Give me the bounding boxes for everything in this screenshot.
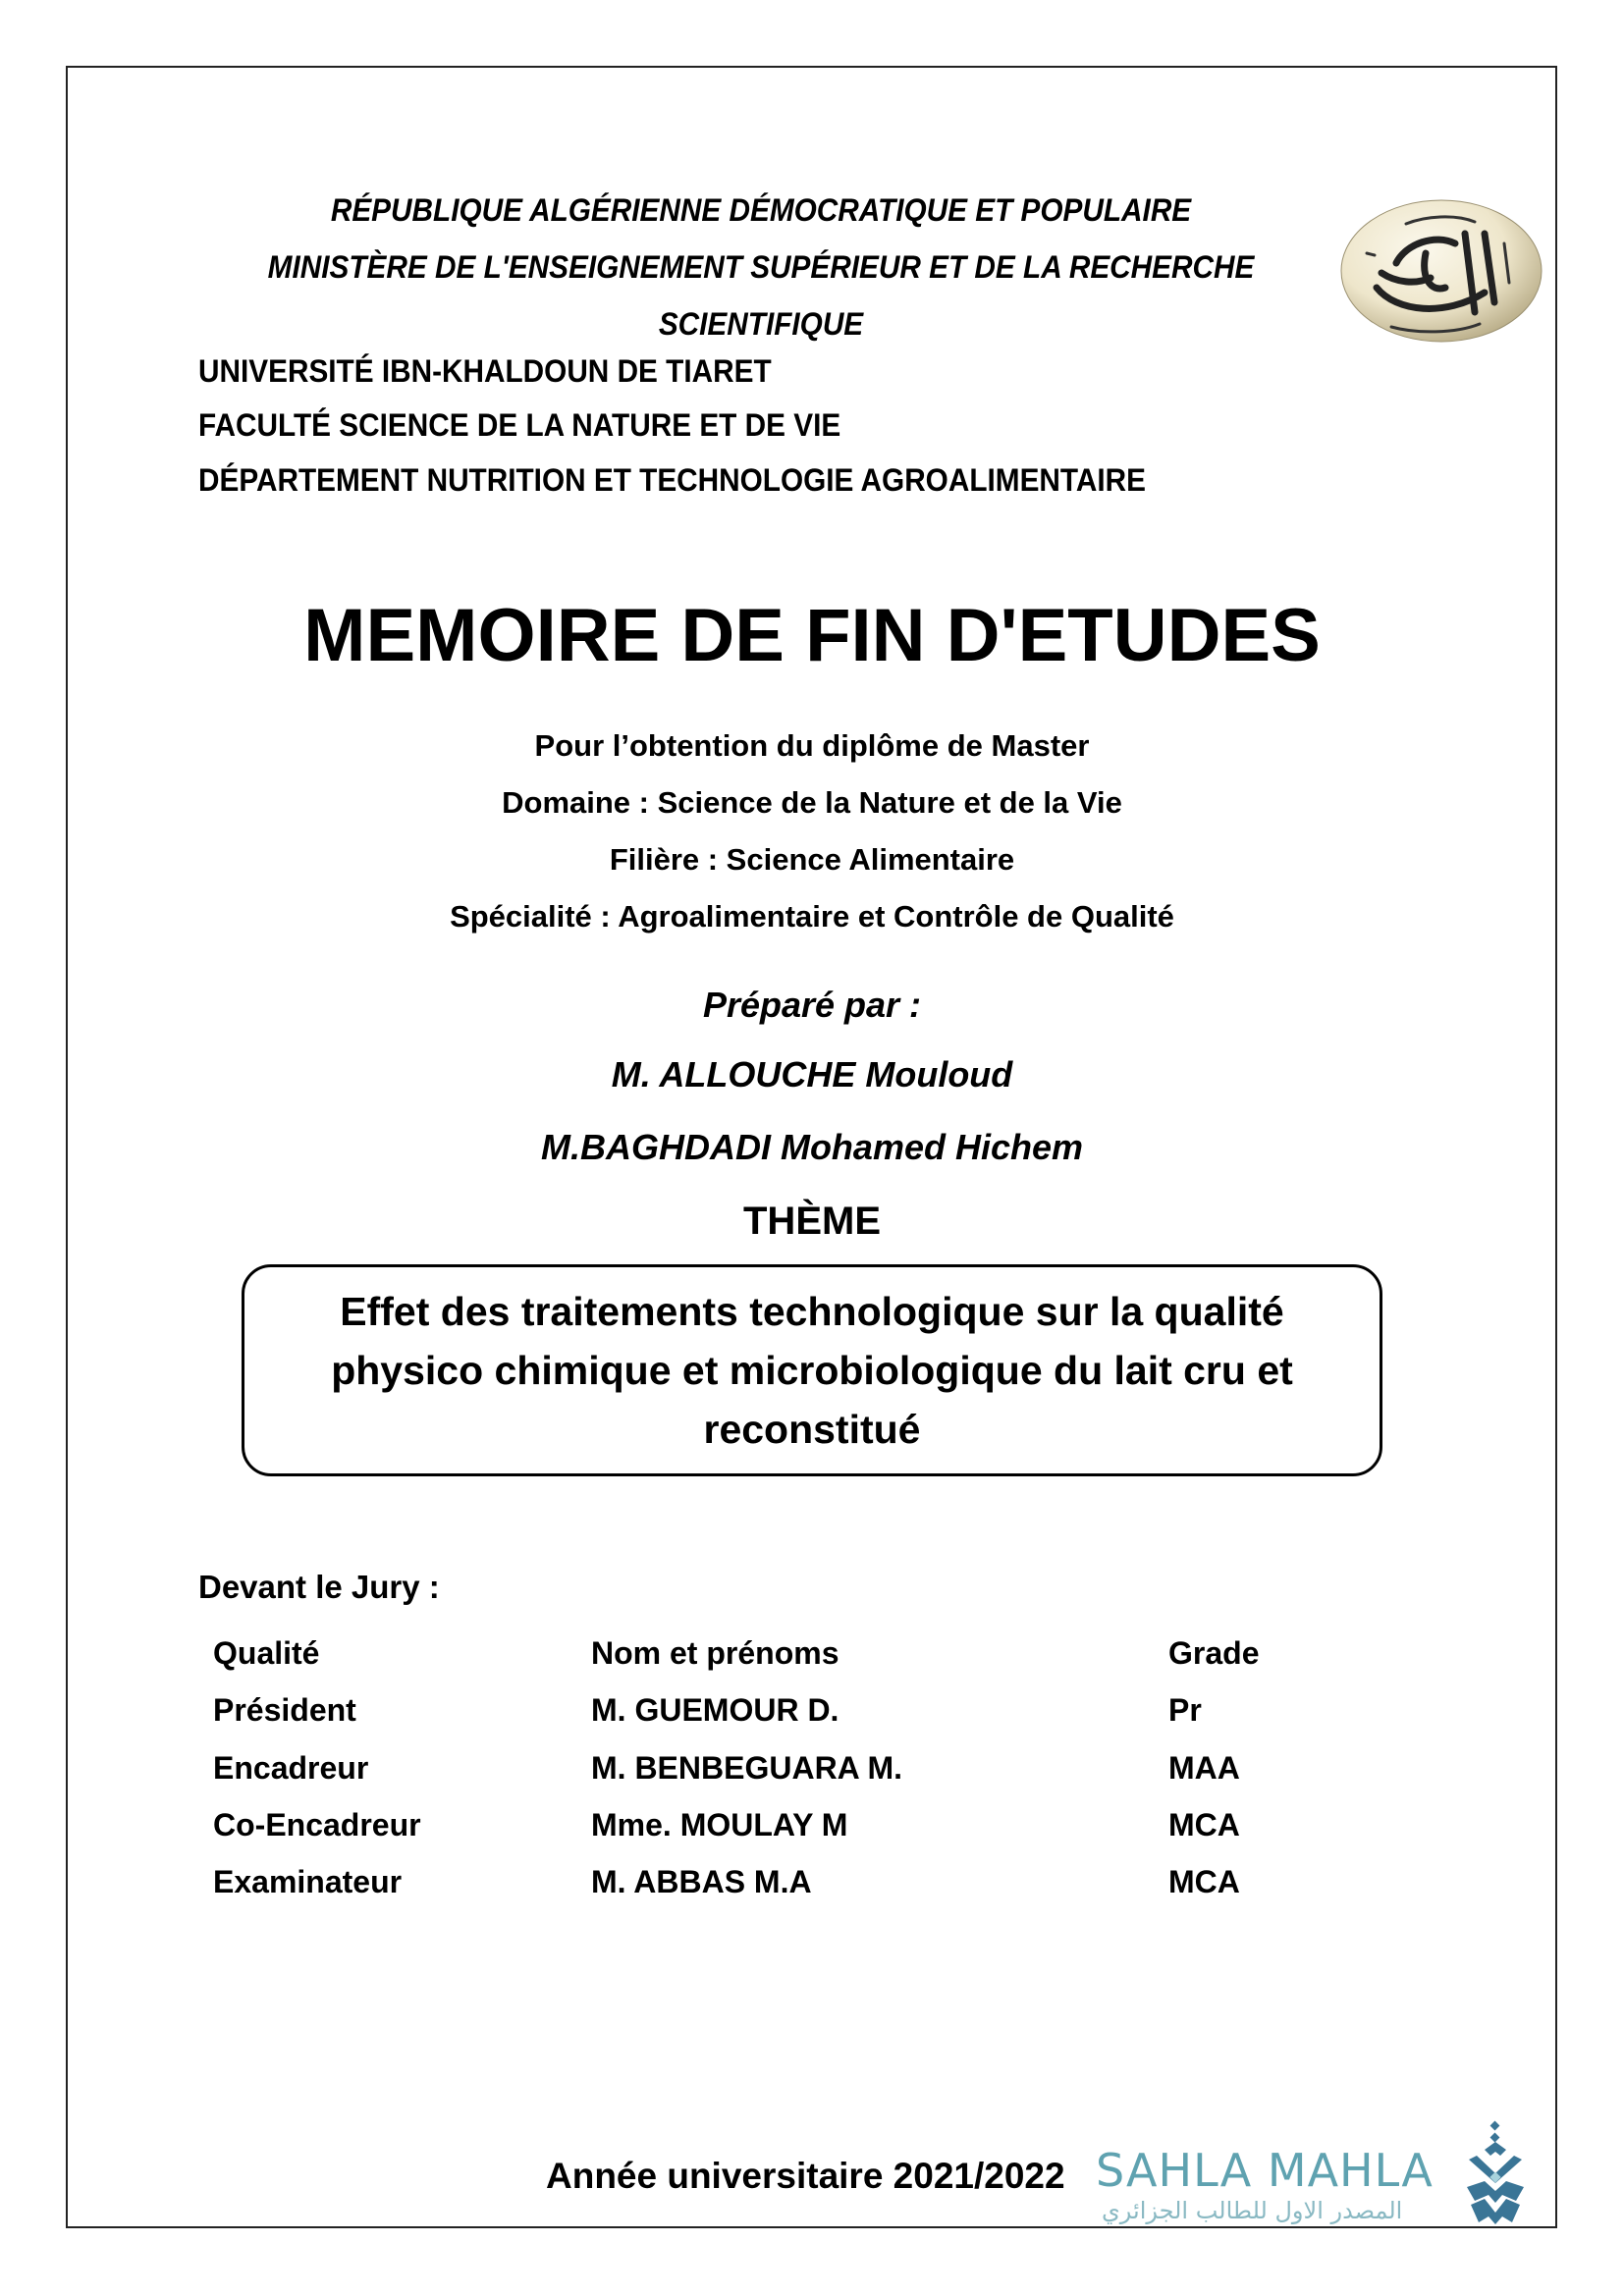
domain-line: Domaine : Science de la Nature et de la Vie — [502, 785, 1122, 820]
filiere-line: Filière : Science Alimentaire — [609, 842, 1015, 877]
jury-row-name: M. BENBEGUARA M. — [591, 1750, 903, 1786]
sahla-mahla-logo-icon — [1463, 2120, 1528, 2226]
university-calligraphy-seal-icon — [1337, 194, 1545, 347]
jury-row-grade: Pr — [1168, 1692, 1202, 1728]
theme-title-line1: Effet des traitements technologique sur la qualité — [340, 1289, 1284, 1334]
jury-header-nom: Nom et prénoms — [591, 1635, 839, 1671]
document-title: MEMOIRE DE FIN D'ETUDES — [303, 594, 1321, 677]
specialty-line: Spécialité : Agroalimentaire et Contrôle de Qualité — [450, 899, 1174, 934]
jury-row-name: Mme. MOULAY M — [591, 1807, 848, 1842]
jury-row-role: Co-Encadreur — [213, 1807, 421, 1842]
academic-year: Année universitaire 2021/2022 — [546, 2156, 1065, 2196]
jury-row-grade: MCA — [1168, 1864, 1240, 1899]
prepared-by-label: Préparé par : — [702, 985, 922, 1025]
author-2: M.BAGHDADI Mohamed Hichem — [540, 1127, 1084, 1167]
theme-title-line2: physico chimique et microbiologique du lait cru et — [331, 1348, 1293, 1393]
jury-row-name: M. ABBAS M.A — [591, 1864, 812, 1899]
theme-box — [242, 1264, 1382, 1476]
watermark-text: SAHLA MAHLA — [1096, 2144, 1434, 2197]
faculty-name: FACULTÉ SCIENCE DE LA NATURE ET DE VIE — [198, 407, 841, 443]
jury-row-role: Examinateur — [213, 1864, 403, 1899]
diploma-line: Pour l’obtention du diplôme de Master — [534, 728, 1090, 763]
jury-header-qualite: Qualité — [213, 1635, 320, 1671]
republic-heading: RÉPUBLIQUE ALGÉRIENNE DÉMOCRATIQUE ET POPULAIRE — [330, 192, 1192, 228]
theme-title-line3: reconstitué — [703, 1407, 921, 1452]
theme-label: THÈME — [743, 1200, 881, 1243]
jury-row-role: Encadreur — [213, 1750, 369, 1786]
jury-row-name: M. GUEMOUR D. — [591, 1692, 839, 1728]
jury-row-role: Président — [213, 1692, 356, 1728]
ministry-heading-line1: MINISTÈRE DE L'ENSEIGNEMENT SUPÉRIEUR ET DE LA RECHERCHE — [267, 249, 1255, 285]
jury-header-grade: Grade — [1168, 1635, 1260, 1671]
jury-row-grade: MCA — [1168, 1807, 1240, 1842]
author-1: M. ALLOUCHE Mouloud — [611, 1054, 1013, 1095]
university-name: UNIVERSITÉ IBN-KHALDOUN DE TIARET — [198, 353, 772, 389]
department-name: DÉPARTEMENT NUTRITION ET TECHNOLOGIE AGROALIMENTAIRE — [198, 462, 1146, 498]
ministry-heading-line2: SCIENTIFIQUE — [658, 306, 864, 342]
jury-label: Devant le Jury : — [198, 1569, 440, 1605]
watermark-arabic-text: المصدر الاول للطالب الجزائري — [1102, 2197, 1403, 2224]
jury-row-grade: MAA — [1168, 1750, 1240, 1786]
